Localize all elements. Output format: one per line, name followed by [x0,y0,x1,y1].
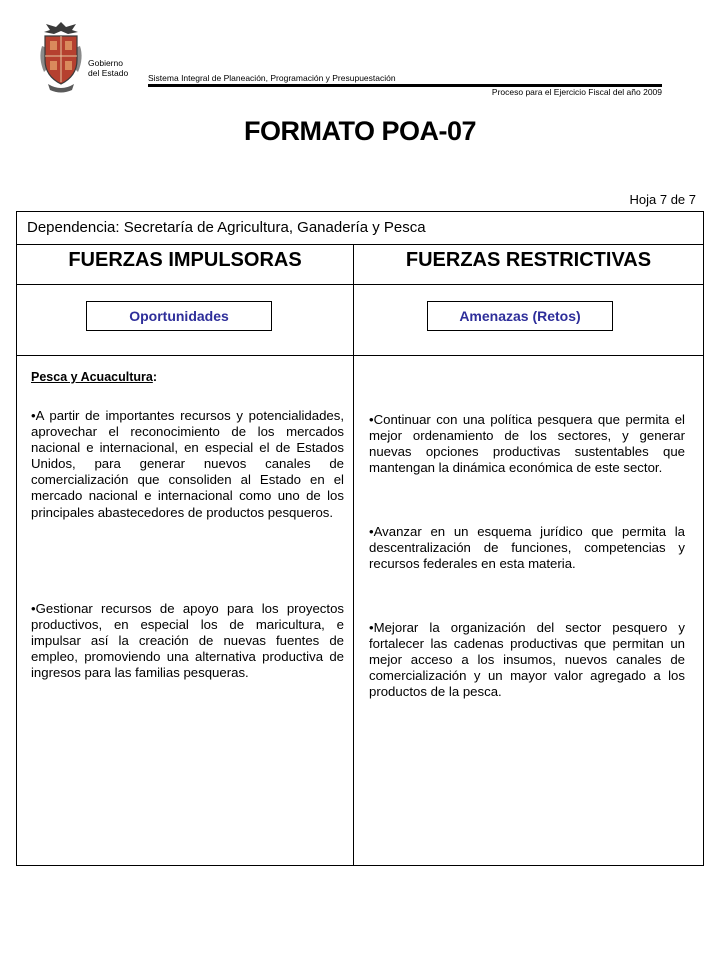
section-title-colon: : [152,370,157,384]
section-title-text: Pesca y Acuacultura [31,370,153,384]
row-divider-headings [17,284,703,285]
state-coat-of-arms-icon [36,18,86,96]
page-indicator: Hoja 7 de 7 [629,192,696,207]
threat-item-1: •Continuar con una política pesquera que permita el mejor ordenamiento de los sectores, y generar nuevas opciones productivas sustentables que mantengan la dinámica económica de este sector. [369,412,685,476]
restraining-forces-heading: FUERZAS RESTRICTIVAS [405,249,652,271]
opportunity-item-1: •A partir de importantes recursos y potencialidades, aprovechar el reconocimiento de los mercados nacional e internacional, en especial el de Estados Unidos, para generar nuevos canales de comercialización que consoliden al Estado en el mercado nacional e internacional como uno de los principales abastecedores de productos pesqueros. [31,408,344,520]
threats-tag: Amenazas (Retos) [427,301,613,331]
process-label: Proceso para el Ejercicio Fiscal del año 2009 [491,87,662,97]
driving-forces-heading: FUERZAS IMPULSORAS [68,249,302,271]
government-label [88,58,128,78]
government-line-1: Gobierno [88,58,123,68]
government-line-2: del Estado [88,68,129,78]
dependency-row [17,212,703,245]
page-title: FORMATO POA-07 [243,116,477,146]
system-name: Sistema Integral de Planeación, Programación y Presupuestación [148,73,396,83]
threat-item-2: •Avanzar en un esquema jurídico que permita la descentralización de funciones, competencias y recursos federales en esta materia. [369,524,685,572]
section-title [31,370,157,384]
opportunities-tag: Oportunidades [86,301,272,331]
row-divider-tags [17,355,703,356]
threat-item-3: •Mejorar la organización del sector pesquero y fortalecer las cadenas productivas que permitan un mejor acceso a los insumos, nuevos canales de comercialización y un mayor valor agregado a los productos de la pesca. [369,620,685,700]
dependency-label: Dependencia: Secretaría de Agricultura, Ganadería y Pesca [27,219,426,236]
opportunity-item-2: •Gestionar recursos de apoyo para los proyectos productivos, en especial los de maricultura, e impulsar así la creación de nuevas fuentes de empleo, promoviendo una alternativa productiva de ingresos para las familias pesqueras. [31,601,344,681]
column-divider [353,245,354,865]
form-table [16,211,704,866]
